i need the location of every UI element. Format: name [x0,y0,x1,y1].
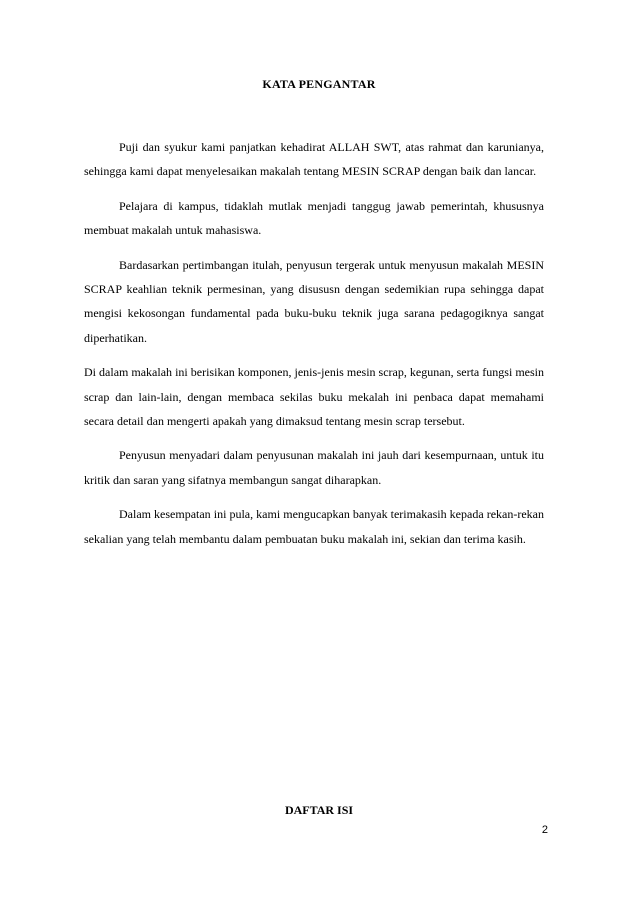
next-section-heading: DAFTAR ISI [284,803,354,817]
paragraph-3: Bardasarkan pertimbangan itulah, penyusun tergerak untuk menyusun makalah MESIN SCRAP keahlian teknik permesinan, yang disususn dengan sedemikian rupa sehingga dapat mengisi kekosongan fundamental pada buku-buku teknik juga sarana pedagogiknya sangat diperhatikan. [84,257,544,345]
paragraph-6: Dalam kesempatan ini pula, kami mengucapkan banyak terimakasih kepada rekan-rekan sekalian yang telah membantu dalam pembuatan buku makalah ini, sekian dan terima kasih. [84,507,544,546]
paragraph-2: Pelajara di kampus, tidaklah mutlak menjadi tanggug jawab pemerintah, khususnya membuat makalah untuk mahasiswa. [84,198,544,238]
page-title: KATA PENGANTAR [262,77,376,91]
page-number: 2 [541,824,548,836]
paragraph-4: Di dalam makalah ini berisikan komponen, jenis-jenis mesin scrap, kegunan, serta fungsi mesin scrap dan lain-lain, dengan membaca sekilas buku mekalah ini penbaca dapat memahami secara detail dan mengerti apakah yang dimaksud tentang mesin scrap tersebut. [84,365,544,429]
paragraph-1: Puji dan syukur kami panjatkan kehadirat ALLAH SWT, atas rahmat dan karunianya, sehingga kami dapat menyelesaikan makalah tentang MESIN SCRAP dengan baik dan lancar. [84,140,544,179]
paragraph-5: Penyusun menyadari dalam penyusunan makalah ini jauh dari kesempurnaan, untuk itu kritik dan saran yang sifatnya membangun sangat diharapkan. [84,448,544,487]
body-text [84,135,544,561]
